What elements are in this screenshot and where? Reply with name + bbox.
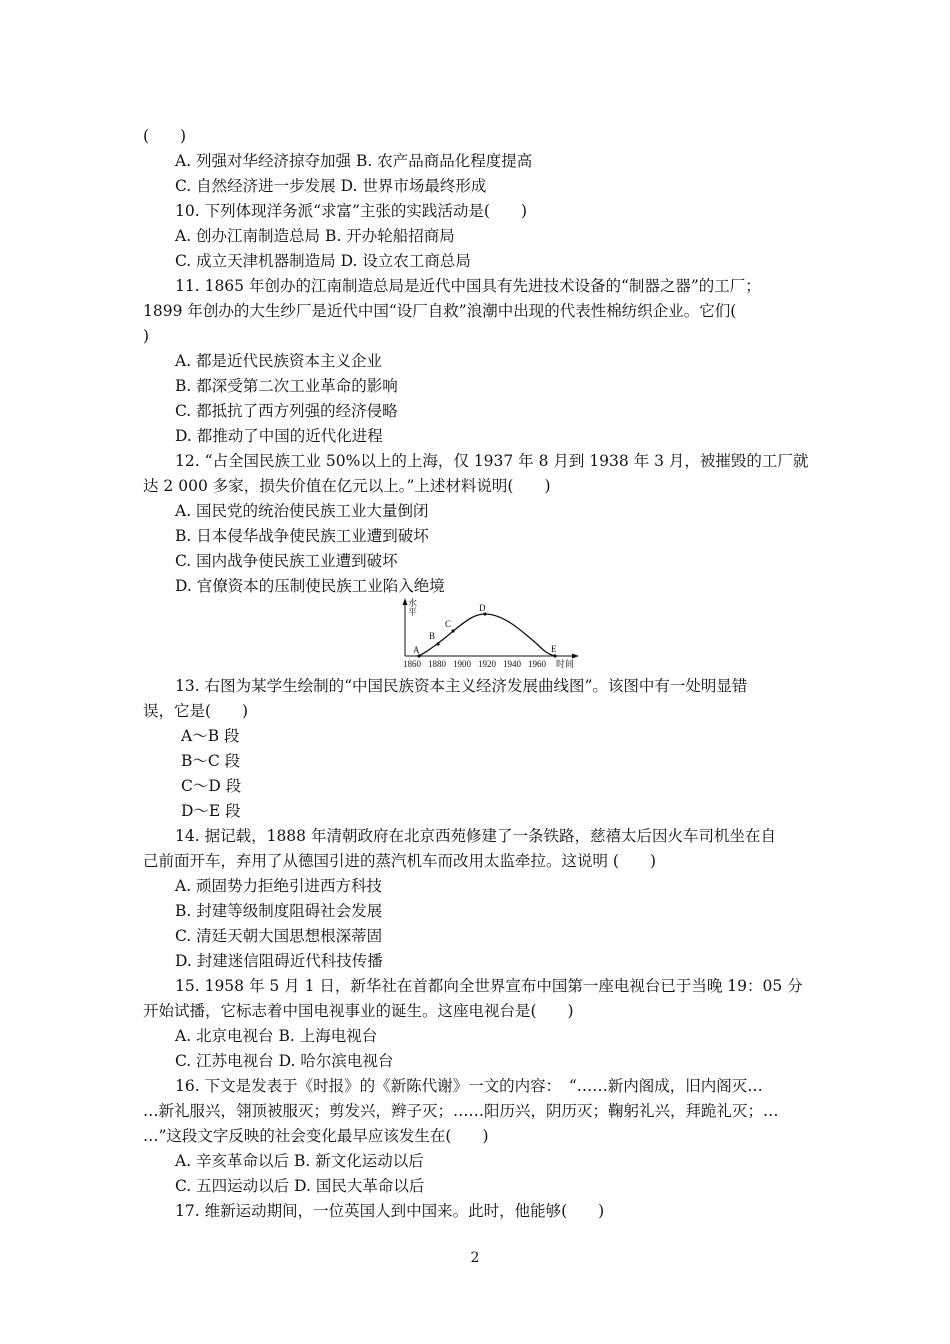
option-line: C～D 段 (181, 777, 242, 795)
option-line: C. 江苏电视台 D. 哈尔滨电视台 (175, 1052, 394, 1070)
option-line: D. 都推动了中国的近代化进程 (175, 427, 383, 445)
text-line: 1899 年创办的大生纱厂是近代中国“设厂自救”浪潮中出现的代表性棉纺织企业。它们( (143, 302, 737, 320)
page-number: 2 (470, 1250, 480, 1266)
point-label-b: B (429, 631, 436, 641)
text-line: 误，它是( ) (143, 702, 249, 720)
x-tick-label: 1920 (478, 659, 496, 669)
text-line: …”这段文字反映的社会变化最早应该发生在( ) (143, 1127, 489, 1145)
point-label-d: D (479, 603, 486, 613)
question-11: 11. 1865 年创办的江南制造总局是近代中国具有先进技术设备的“制器之器”的工厂； (175, 277, 761, 295)
option-line: D～E 段 (181, 802, 241, 820)
question-10: 10. 下列体现洋务派“求富”主张的实践活动是( ) (175, 202, 528, 220)
option-line: A. 创办江南制造总局 B. 开办轮船招商局 (175, 227, 455, 245)
point-label-a: A (413, 645, 420, 655)
y-axis-label-1: 水 (408, 598, 418, 608)
text-line: ) (143, 327, 150, 345)
x-tick-label: 1860 (403, 659, 421, 669)
development-curve-figure (395, 596, 585, 672)
text-line: …新礼服兴，翎顶被服灭；剪发兴，辫子灭；……阳历兴，阴历灭；鞠躬礼兴，拜跪礼灭；… (143, 1102, 779, 1120)
option-line: A. 顽固势力拒绝引进西方科技 (175, 877, 383, 895)
option-line: D. 官僚资本的压制使民族工业陷入绝境 (175, 577, 445, 595)
option-line: B. 日本侵华战争使民族工业遭到破坏 (175, 527, 429, 545)
question-14: 14. 据记载，1888 年清朝政府在北京西苑修建了一条铁路，慈禧太后因火车司机坐在自 (175, 827, 776, 845)
point-b (436, 642, 439, 645)
option-line: A. 列强对华经济掠夺加强 B. 农产品商品化程度提高 (175, 152, 533, 170)
text-line: 己前面开车，弃用了从德国引进的蒸汽机车而改用太监牵拉。这说明 ( ) (143, 852, 657, 870)
x-axis-label: 时间 (556, 659, 575, 669)
question-13: 13. 右图为某学生绘制的“中国民族资本主义经济发展曲线图”。该图中有一处明显错 (175, 677, 748, 695)
option-line: C. 成立天津机器制造局 D. 设立农工商总局 (175, 252, 471, 270)
y-axis (403, 598, 408, 656)
option-line: C. 自然经济进一步发展 D. 世界市场最终形成 (175, 177, 487, 195)
option-line: A. 北京电视台 B. 上海电视台 (175, 1027, 378, 1045)
option-line: A. 辛亥革命以后 B. 新文化运动以后 (175, 1152, 424, 1170)
option-line: B～C 段 (181, 752, 241, 770)
question-16: 16. 下文是发表于《时报》的《新陈代谢》一文的内容： “……新内阁成，旧内阁灭… (175, 1077, 763, 1095)
point-c (451, 629, 454, 632)
x-tick-label: 1960 (528, 659, 546, 669)
option-line: C. 都抵抗了西方列强的经济侵略 (175, 402, 398, 420)
option-line: A～B 段 (181, 727, 240, 745)
option-line: C. 国内战争使民族工业遭到破坏 (175, 552, 398, 570)
option-line: A. 国民党的统治使民族工业大量倒闭 (175, 502, 429, 520)
option-line: C. 五四运动以后 D. 国民大革命以后 (175, 1177, 425, 1195)
y-axis-label-2: 平 (408, 607, 418, 617)
x-tick-label: 1880 (428, 659, 446, 669)
x-tick-label: 1940 (503, 659, 521, 669)
option-line: D. 封建迷信阻碍近代科技传播 (175, 952, 383, 970)
text-line: 达 2 000 多家，损失价值在亿元以上。”上述材料说明( ) (143, 477, 551, 495)
option-line: C. 清廷天朝大国思想根深蒂固 (175, 927, 383, 945)
x-tick-label: 1900 (453, 659, 471, 669)
option-line: B. 都深受第二次工业革命的影响 (175, 377, 398, 395)
text-line: 开始试播，它标志着中国电视事业的诞生。这座电视台是( ) (143, 1002, 574, 1020)
point-label-c: C (445, 619, 452, 629)
text-line: ( ) (143, 127, 187, 145)
point-e (553, 654, 556, 657)
point-label-e: E (551, 644, 557, 654)
question-17: 17. 维新运动期间，一位英国人到中国来。此时，他能够( ) (175, 1202, 605, 1220)
question-15: 15. 1958 年 5 月 1 日，新华社在首都向全世界宣布中国第一座电视台已于当晚 19：05 分 (175, 977, 803, 995)
option-line: A. 都是近代民族资本主义企业 (175, 352, 383, 370)
curve (419, 614, 555, 656)
question-12: 12. “占全国民族工业 50%以上的上海，仅 1937 年 8 月到 1938 年 3 月，被摧毁的工厂就 (175, 452, 809, 470)
option-line: B. 封建等级制度阻碍社会发展 (175, 902, 383, 920)
